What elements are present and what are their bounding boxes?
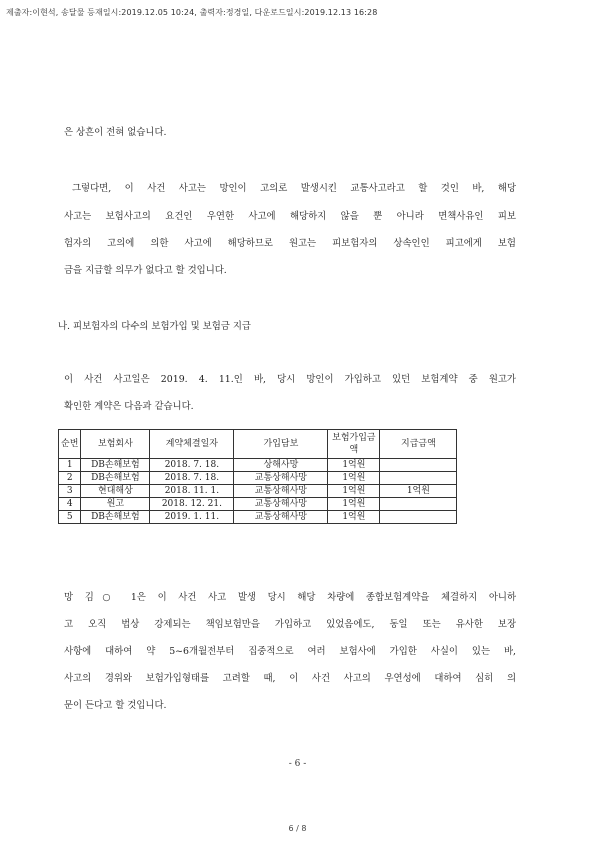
table-header-cell: 지급금액 (380, 430, 457, 459)
body-line: 은 상흔이 전혀 없습니다. (64, 127, 167, 138)
table-cell: 1억원 (380, 485, 457, 498)
table-cell: DB손해보험 (81, 459, 150, 472)
body-line: 금을 지급할 의무가 없다고 할 것입니다. (64, 265, 227, 276)
table-cell: 2018. 7. 18. (150, 459, 234, 472)
table-cell: 교통상해사망 (234, 511, 328, 524)
table-row (59, 485, 457, 498)
table-cell: DB손해보험 (81, 472, 150, 485)
table-cell: 2018. 11. 1. (150, 485, 234, 498)
table-header-cell: 가입담보 (234, 430, 328, 459)
table-cell (380, 511, 457, 524)
table-header-cell: 보험가입금액 (328, 430, 380, 459)
table-cell: 교통상해사망 (234, 485, 328, 498)
table-cell (380, 498, 457, 511)
table-cell: 4 (59, 498, 81, 511)
table-cell: 1억원 (328, 498, 380, 511)
table-row (59, 459, 457, 472)
table-cell: 1억원 (328, 485, 380, 498)
table-cell: 1 (59, 459, 81, 472)
table-header-row (59, 430, 457, 459)
table-cell: 2 (59, 472, 81, 485)
table-row (59, 498, 457, 511)
document-header: 제출자:이현석, 송달물 등재일시:2019.12.05 10:24, 출력자:정경일, 다운로드일시:2019.12.13 16:28 (6, 8, 378, 17)
table-header-cell: 계약체결일자 (150, 430, 234, 459)
body-line: 망 김○ 1은 이 사건 사고 발생 당시 해당 차량에 종합보험계약을 체결하지 아니하 (64, 592, 516, 603)
insurance-table (58, 429, 457, 524)
body-line: 사고의 경위와 보험가입형태를 고려할 때, 이 사건 사고의 우연성에 대하여 심히 의 (64, 673, 516, 684)
table-cell (380, 459, 457, 472)
table-cell: 2018. 12. 21. (150, 498, 234, 511)
table-cell: 1억원 (328, 472, 380, 485)
table-cell: 상해사망 (234, 459, 328, 472)
table-cell: 1억원 (328, 459, 380, 472)
table-cell (380, 472, 457, 485)
table-cell: 2019. 1. 11. (150, 511, 234, 524)
table-cell: 2018. 7. 18. (150, 472, 234, 485)
table-cell: 교통상해사망 (234, 498, 328, 511)
table-cell: 3 (59, 485, 81, 498)
table-header-cell: 순번 (59, 430, 81, 459)
body-line: 확인한 계약은 다음과 같습니다. (64, 401, 194, 412)
body-line: 이 사건 사고일은 2019. 4. 11.인 바, 당시 망인이 가입하고 있던 보험계약 중 원고가 (64, 374, 516, 385)
body-line: 험자의 고의에 의한 사고에 해당하므로 원고는 피보험자의 상속인인 피고에게 보험 (64, 238, 516, 249)
table-cell: 5 (59, 511, 81, 524)
table-header-cell: 보험회사 (81, 430, 150, 459)
table-cell: 1억원 (328, 511, 380, 524)
body-line: 그렇다면, 이 사건 사고는 망인이 고의로 발생시킨 교통사고라고 할 것인 바, 해당 (72, 183, 516, 194)
table-cell: 교통상해사망 (234, 472, 328, 485)
table-cell: 원고 (81, 498, 150, 511)
body-line: 문이 든다고 할 것입니다. (64, 700, 167, 711)
body-line: 고 오직 법상 강제되는 책임보험만을 가입하고 있었음에도, 동일 또는 유사한 보장 (64, 619, 516, 630)
table-cell: 현대해상 (81, 485, 150, 498)
page-number: - 6 - (288, 759, 307, 769)
section-heading: 나. 피보험자의 다수의 보험가입 및 보험금 지급 (58, 321, 251, 332)
table-cell: DB손해보험 (81, 511, 150, 524)
page-counter: 6 / 8 (288, 824, 307, 833)
body-line: 사고는 보험사고의 요건인 우연한 사고에 해당하지 않을 뿐 아니라 면책사유인 피보 (64, 211, 516, 222)
table-row (59, 472, 457, 485)
body-line: 사항에 대하여 약 5~6개월전부터 집중적으로 여러 보험사에 가입한 사실이 있는 바, (64, 646, 516, 657)
table-row (59, 511, 457, 524)
